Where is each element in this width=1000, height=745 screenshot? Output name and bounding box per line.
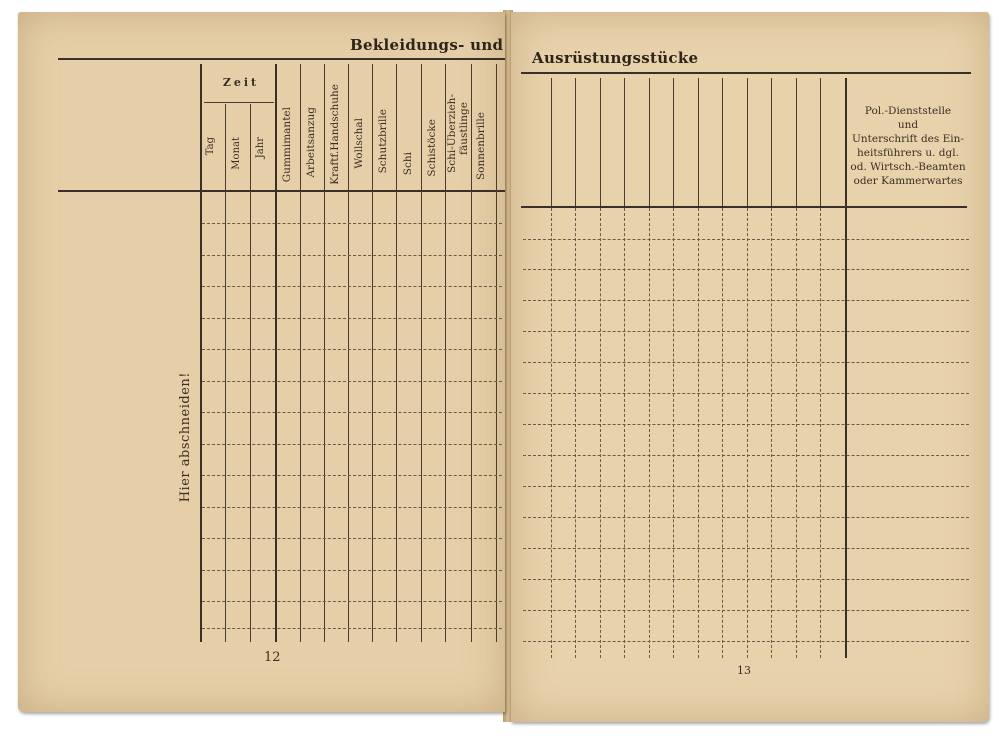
signature-header [847,104,969,188]
row-line [523,579,969,580]
grid-vline [722,208,723,658]
column-gummimantel: Gummimantel [281,107,293,183]
grid-vline [796,78,797,206]
grid-vline [796,208,797,658]
signature-header-line: Unterschrift des Ein- [852,133,964,145]
grid-vline [624,78,625,206]
row-line [523,300,969,301]
column-wollschal: Wollschal [353,118,365,169]
grid-vline [324,64,325,642]
grid-vline [722,78,723,206]
grid-vline [225,104,226,642]
grid-vline [250,104,251,642]
left-page-title: Bekleidungs- und [350,36,504,54]
column-tag: Tag [205,137,216,156]
row-line [523,486,969,487]
page-number-right: 13 [737,664,751,677]
grid-vline [600,208,601,658]
grid-vline [300,64,301,642]
row-line [523,269,969,270]
row-line [202,349,502,350]
column-faeustlinge: fäustlinge [458,102,470,155]
grid-vline [820,78,821,206]
row-line [202,628,502,629]
top-rule [521,72,971,74]
column-schistoecke: Schistöcke [426,119,438,177]
row-line [202,286,502,287]
row-line [523,455,969,456]
column-jahr: Jahr [255,137,266,159]
top-rule [58,58,505,60]
row-line [523,424,969,425]
row-line [202,412,502,413]
column-schutzbrille: Schutzbrille [377,109,389,174]
signature-header-line: oder Kammerwartes [853,175,963,187]
grid-vline [600,78,601,206]
row-line [202,381,502,382]
row-line [523,393,969,394]
grid-vline [396,64,397,642]
signature-header-line: heitsführers u. dgl. [857,147,959,159]
column-kraftf-handschuhe: Kraftf.Handschuhe [329,84,341,185]
grid-vline [649,208,650,658]
grid-vline [421,64,422,642]
row-line [202,570,502,571]
row-line [523,362,969,363]
grid-vline [698,78,699,206]
signature-header-line: und [897,119,919,131]
table-left-border [200,64,202,642]
row-line [202,601,502,602]
cut-here-label: Hier abschneiden! [178,372,193,503]
row-line [202,255,502,256]
grid-vline [820,208,821,658]
grid-vline [348,64,349,642]
grid-vline [575,78,576,206]
row-line [523,239,969,240]
row-line [202,507,502,508]
row-line [523,517,969,518]
grid-vline [551,78,552,206]
row-line [523,548,969,549]
row-line [202,475,502,476]
grid-vline [496,64,497,642]
grid-vline [673,78,674,206]
row-line [523,641,969,642]
grid-vline [771,208,772,658]
grid-vline [771,78,772,206]
right-page [511,12,989,722]
left-page [18,12,505,712]
grid-vline [445,64,446,642]
signature-header-line: Pol.-Dienststelle [864,105,952,117]
date-items-divider [275,64,277,642]
grid-vline [747,78,748,206]
row-line [523,610,969,611]
page-number-left: 12 [264,650,281,665]
row-line [523,331,969,332]
grid-vline [551,208,552,658]
grid-vline [372,64,373,642]
grid-vline [575,208,576,658]
header-bottom-rule [521,206,967,208]
zeit-underline [204,102,274,103]
column-monat: Monat [231,137,242,170]
header-bottom-rule [58,190,505,192]
signature-header-line: od. Wirtsch.-Beamten [850,161,966,173]
grid-vline [624,208,625,658]
grid-vline [649,78,650,206]
column-schi-ueberzieh: Schi-Überzieh- [446,94,458,173]
row-line [202,318,502,319]
column-schi: Schi [402,152,414,176]
column-arbeitsanzug: Arbeitsanzug [305,107,317,178]
row-line [202,538,502,539]
grid-vline [698,208,699,658]
grid-vline [747,208,748,658]
row-line [202,444,502,445]
grid-vline [471,64,472,642]
column-sonnenbrille: Sonnenbrille [475,112,487,181]
zeit-header: Zeit [222,76,260,89]
grid-vline [673,208,674,658]
row-line [202,223,502,224]
right-page-title: Ausrüstungsstücke [532,49,699,67]
